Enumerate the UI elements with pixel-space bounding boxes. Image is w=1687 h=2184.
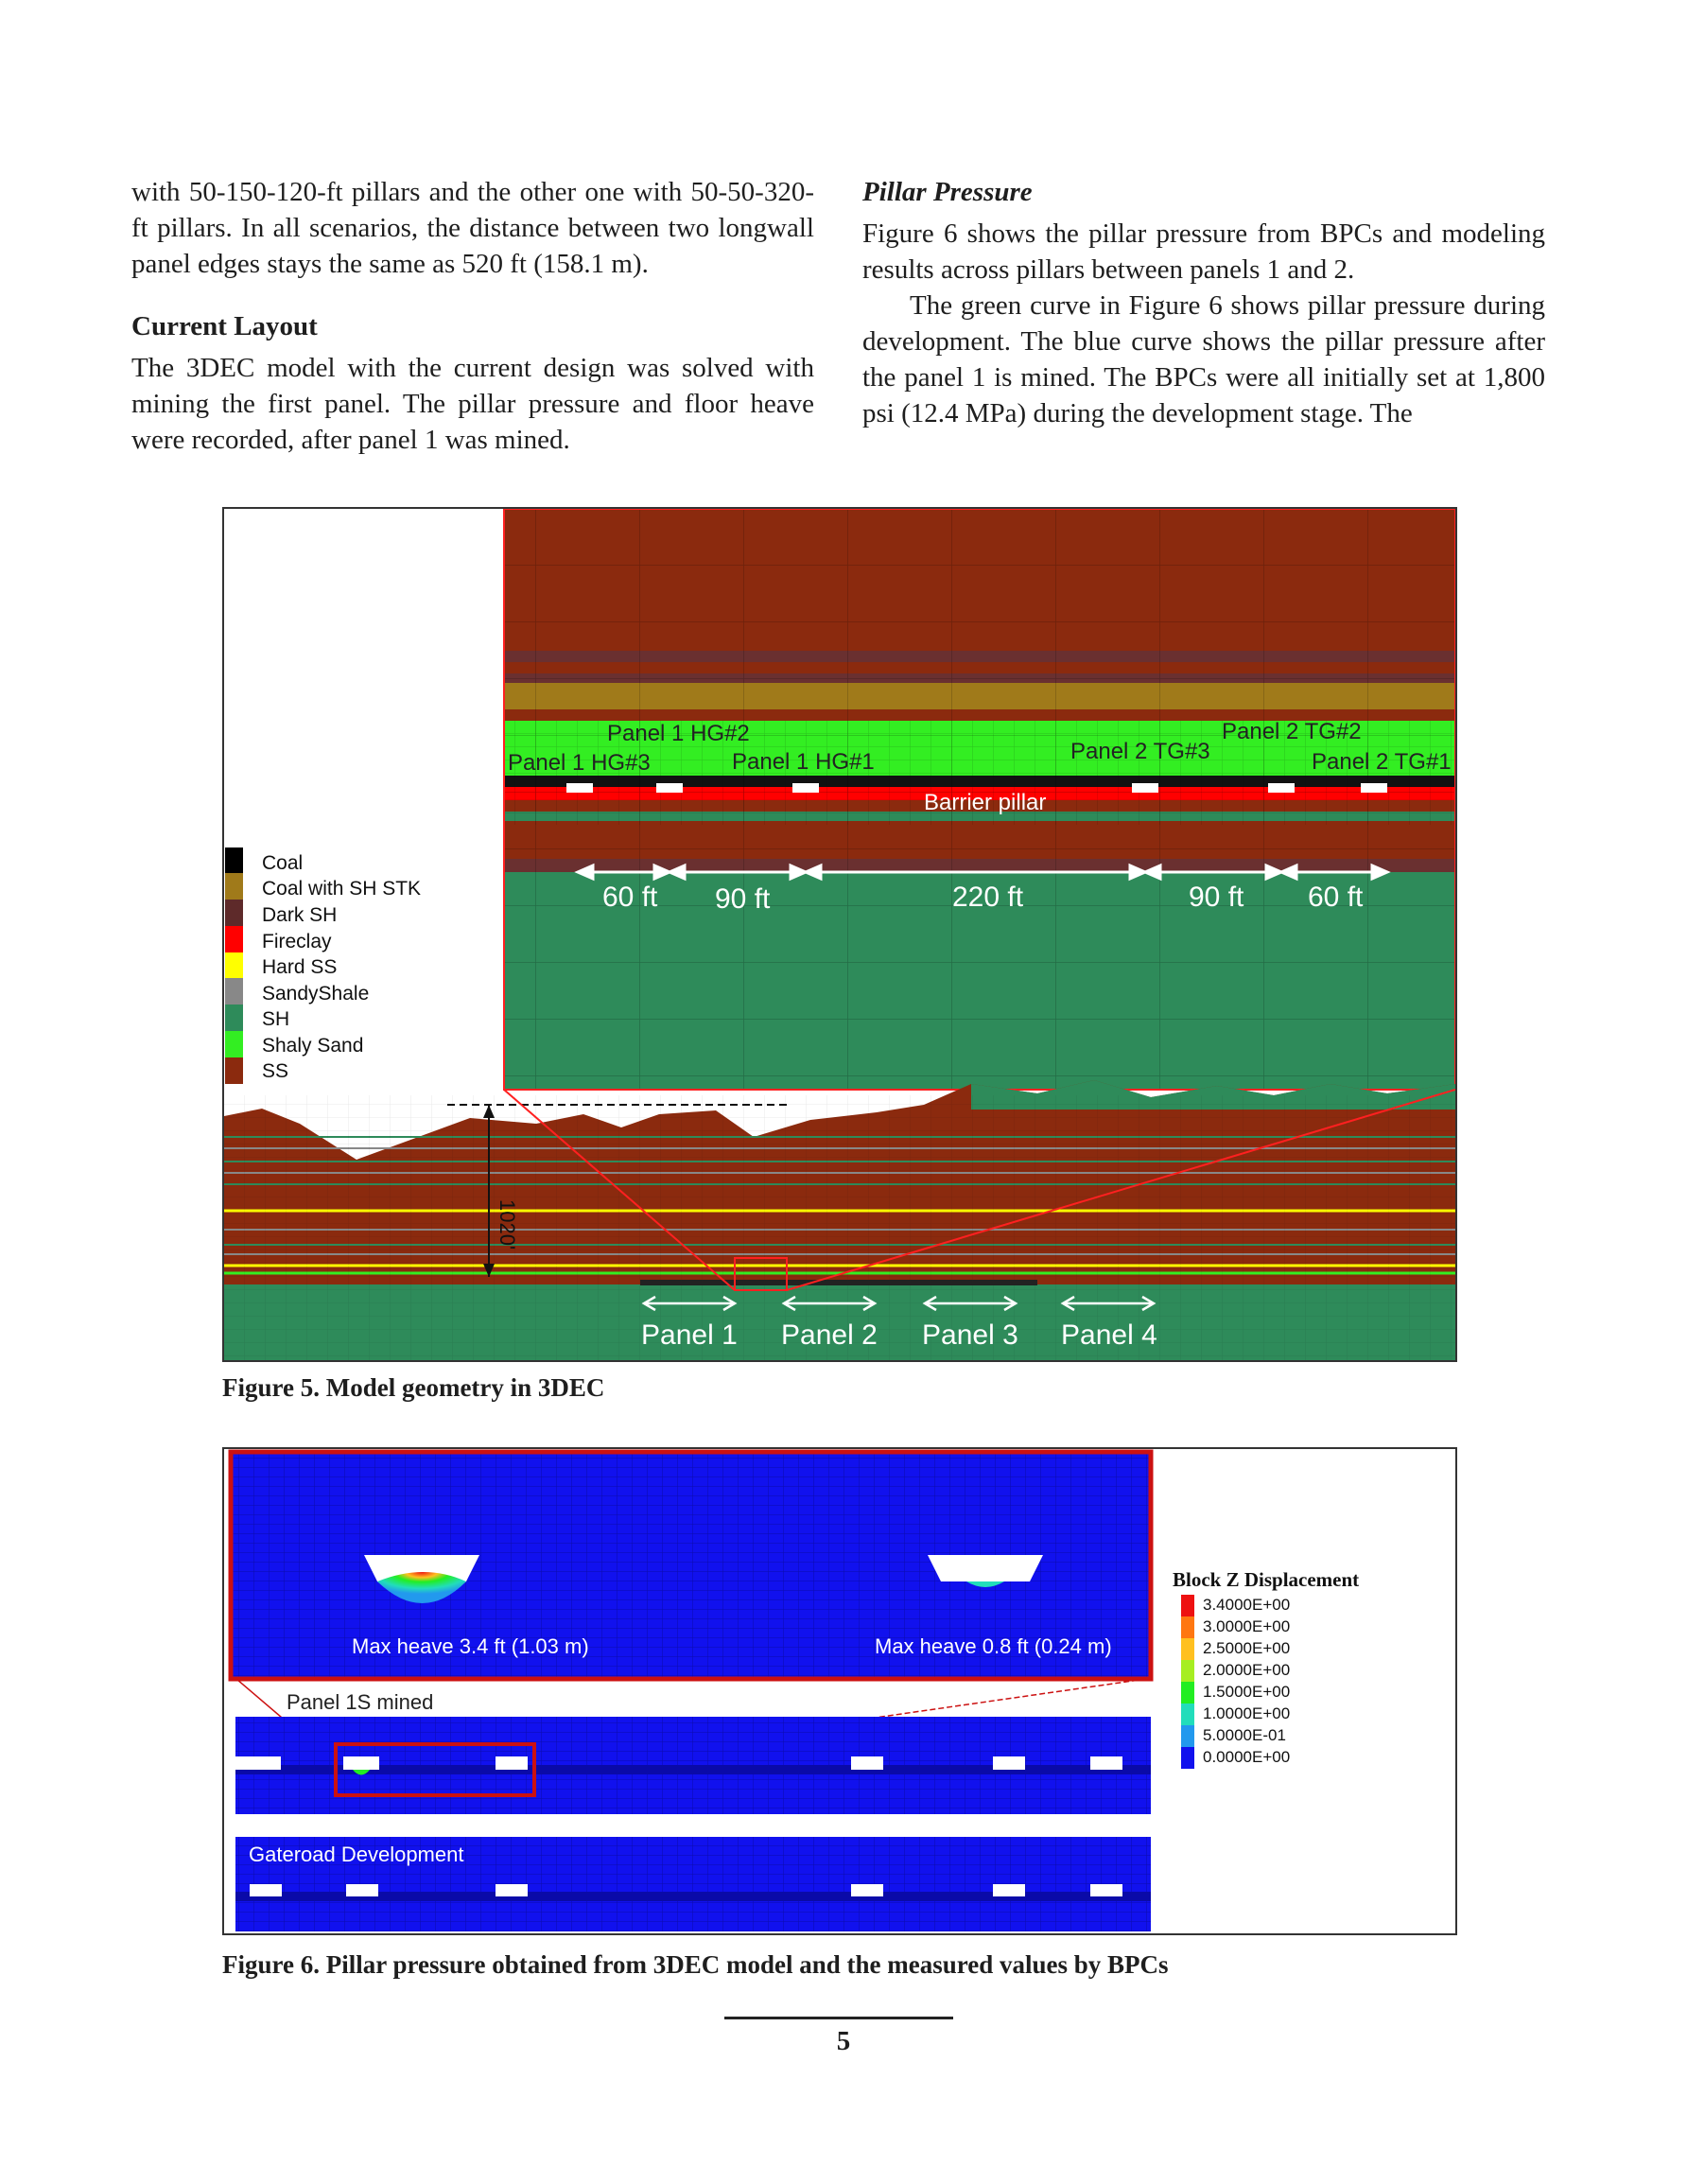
label-panel1-hg2: Panel 1 HG#2 bbox=[607, 721, 750, 746]
dim-60ft-left: 60 ft bbox=[602, 882, 658, 913]
legend-value-6: 1.0000E+00 bbox=[1203, 1704, 1291, 1722]
legend-value-1: 3.4000E+00 bbox=[1203, 1596, 1291, 1614]
right-paragraph-1: Figure 6 shows the pillar pressure from BPCs and modeling results across pillars between panels 1 and 2. bbox=[862, 218, 1545, 285]
page-number: 5 bbox=[836, 2026, 851, 2056]
figure-6-floor-heave bbox=[222, 1447, 1457, 1935]
displacement-legend-title: Block Z Displacement bbox=[1173, 1568, 1360, 1591]
left-paragraph-2: The 3DEC model with the current design was solved with mining the first panel. The pillar pressure and floor heave were recorded, after panel 1 was mined. bbox=[131, 353, 814, 455]
displacement-legend bbox=[1173, 1568, 1359, 1769]
material-legend bbox=[225, 847, 421, 1084]
legend-ss: SS bbox=[262, 1060, 289, 1082]
gateroad-development-strip bbox=[235, 1837, 1151, 1931]
left-column bbox=[131, 174, 814, 458]
zoom-inset bbox=[504, 509, 1455, 1090]
gateroad-label: Gateroad Development bbox=[249, 1843, 464, 1866]
max-heave-left: Max heave 3.4 ft (1.03 m) bbox=[352, 1634, 589, 1658]
zoom-heave-panel bbox=[231, 1452, 1151, 1679]
figure-5-model-geometry bbox=[222, 507, 1457, 1362]
panel-3-label: Panel 3 bbox=[922, 1319, 1018, 1351]
left-paragraph-1: with 50-150-120-ft pillars and the other one with 50-50-320-ft pillars. In all scenarios, the distance between two longwall panel edges stays the same as 520 ft (158.1 m). bbox=[131, 177, 814, 279]
label-panel1-hg1: Panel 1 HG#1 bbox=[732, 749, 875, 775]
legend-hard-ss: Hard SS bbox=[262, 956, 338, 978]
label-panel1-hg3: Panel 1 HG#3 bbox=[508, 750, 651, 776]
label-panel2-tg3: Panel 2 TG#3 bbox=[1070, 739, 1210, 764]
legend-value-3: 2.5000E+00 bbox=[1203, 1639, 1291, 1657]
dim-90ft-right: 90 ft bbox=[1189, 882, 1244, 913]
pillar-pressure-heading: Pillar Pressure bbox=[862, 177, 1033, 207]
label-panel2-tg2: Panel 2 TG#2 bbox=[1222, 719, 1362, 744]
figure-5-caption: Figure 5. Model geometry in 3DEC bbox=[222, 1373, 605, 1402]
legend-value-2: 3.0000E+00 bbox=[1203, 1617, 1291, 1635]
dim-90ft-left: 90 ft bbox=[715, 883, 771, 915]
legend-dark-sh: Dark SH bbox=[262, 904, 338, 926]
legend-value-5: 1.5000E+00 bbox=[1203, 1683, 1291, 1701]
right-column bbox=[862, 174, 1545, 431]
legend-shaly-sand: Shaly Sand bbox=[262, 1035, 364, 1057]
legend-coal: Coal bbox=[262, 852, 304, 874]
legend-sandyshale: SandyShale bbox=[262, 983, 370, 1005]
label-barrier-pillar: Barrier pillar bbox=[924, 790, 1047, 815]
legend-value-4: 2.0000E+00 bbox=[1203, 1661, 1291, 1679]
page-number-rule bbox=[724, 2017, 953, 2019]
dim-220ft: 220 ft bbox=[952, 882, 1024, 913]
legend-value-8: 0.0000E+00 bbox=[1203, 1748, 1291, 1766]
legend-value-7: 5.0000E-01 bbox=[1203, 1726, 1286, 1744]
right-paragraph-2: The green curve in Figure 6 shows pillar pressure during development. The blue curve shows the pillar pressure after the panel 1 is mined. The BPCs were all initially set at 1,800 psi (12.4 MPa) during the development stage. The bbox=[862, 290, 1545, 428]
label-panel2-tg1: Panel 2 TG#1 bbox=[1312, 749, 1452, 775]
panel-1s-mined-strip bbox=[235, 1717, 1151, 1814]
dim-60ft-right: 60 ft bbox=[1308, 882, 1364, 913]
legend-coal-sh-stk: Coal with SH STK bbox=[262, 878, 422, 900]
panel-2-label: Panel 2 bbox=[781, 1319, 878, 1351]
panel-1-label: Panel 1 bbox=[641, 1319, 738, 1351]
figure-6-caption: Figure 6. Pillar pressure obtained from 3DEC model and the measured values by BPCs bbox=[222, 1950, 1169, 1979]
full-model-section bbox=[224, 1080, 1455, 1360]
legend-sh: SH bbox=[262, 1008, 290, 1030]
max-heave-right: Max heave 0.8 ft (0.24 m) bbox=[875, 1634, 1112, 1658]
depth-label: 1020' bbox=[496, 1199, 519, 1250]
legend-fireclay: Fireclay bbox=[262, 931, 332, 952]
panel-4-label: Panel 4 bbox=[1061, 1319, 1157, 1351]
current-layout-heading: Current Layout bbox=[131, 311, 318, 341]
panel-1s-mined-label: Panel 1S mined bbox=[287, 1690, 434, 1714]
